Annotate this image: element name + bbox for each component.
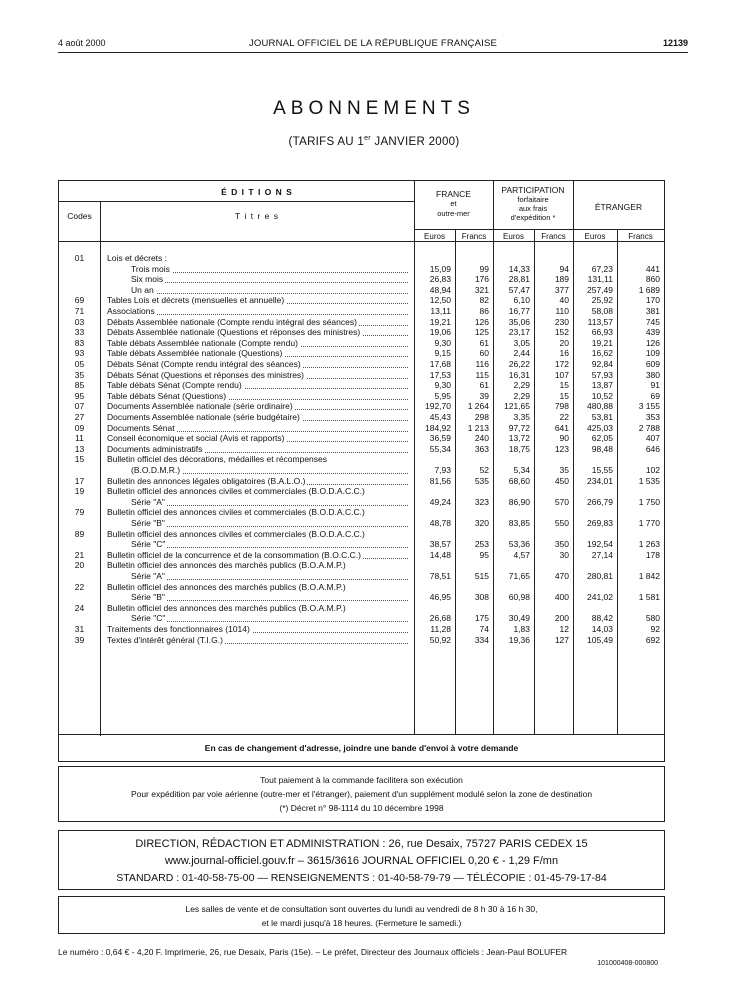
row-value: 57,47 [508,284,530,295]
header-rule [58,52,688,53]
row-value: 334 [474,634,489,645]
row-value: 692 [645,634,660,645]
row-value: 38,57 [429,539,451,550]
row-value: 234,01 [587,475,613,486]
row-value: 60 [479,348,489,359]
row-title: Conseil économique et social (Avis et rapports) [107,433,285,444]
row-value: 192,54 [587,539,613,550]
row-value: 68,60 [508,475,530,486]
row-value: 3 155 [638,401,660,412]
page-title: ABONNEMENTS [273,98,475,119]
row-value: 53,81 [591,412,613,422]
leader-dots [141,526,408,527]
row-value: 320 [474,518,489,528]
row-code: 07 [74,401,85,412]
row-title: Table débats Sénat (Compte rendu) [107,380,242,391]
row-value: 25,92 [591,295,613,306]
row-title: Série "A" [131,496,165,507]
row-value: 61 [479,380,489,391]
row-title: Bulletin des annonces légales obligatoires (B.A.L.O.) [107,475,306,486]
row-title: Bulletin officiel de la concurrence et de la consommation (B.O.C.C.) [107,549,362,560]
row-value: 175 [474,613,489,624]
footer-reference: 101000408-000800 [597,960,658,967]
titles-header: T i t r e s [235,211,279,221]
row-value: 480,88 [587,401,613,412]
row-code: 69 [74,295,85,306]
row-value: 439 [645,327,660,338]
row-title: Bulletin officiel des annonces des marchés publics (B.O.A.M.P.) [107,581,346,592]
row-value: 1 842 [638,571,660,581]
row-value: 1 264 [467,401,489,412]
france-header: et [450,199,457,208]
row-value: 13,72 [508,433,530,444]
row-code: 19 [74,486,85,497]
row-value: 10,52 [591,390,613,401]
row-value: 19,21 [429,316,451,327]
row-value: 49,24 [429,496,451,507]
row-value: 46,95 [429,592,451,603]
leader-dots [141,579,408,580]
row-code: 31 [74,624,85,634]
row-value: 2,44 [513,348,530,359]
row-value: 95 [479,549,489,560]
row-value: 2,29 [513,380,530,391]
row-title: Tables Lois et décrets (mensuelles et annuelle) [107,295,285,306]
row-title: Un an [131,284,154,295]
row-value: 16 [559,348,569,359]
row-code: 17 [74,475,85,486]
row-value: 92,84 [591,359,613,369]
row-title: Bulletin officiel des annonces civiles et commerciales (B.O.D.A.C.C.) [107,528,365,539]
row-value: 40 [559,295,569,306]
row-value: 99 [479,263,489,274]
row-value: 515 [474,571,489,581]
row-value: 26,68 [429,613,451,624]
row-value: 176 [474,274,489,285]
row-value: 321 [474,284,489,295]
row-code: 33 [74,327,85,338]
row-value: 90 [559,433,569,444]
row-value: 86,90 [508,496,530,507]
row-value: 609 [645,359,660,369]
opening-hours-line2: et le mardi jusqu'à 18 heures. (Fermeture le samedi.) [261,918,462,928]
row-value: 35 [559,465,569,475]
row-value: 308 [474,592,489,603]
unit-header: Euros [503,232,524,241]
row-code: 95 [74,390,85,401]
row-code: 35 [74,369,85,380]
page-subtitle: (TARIFS AU 1er JANVIER 2000) [288,135,460,148]
participation-header: d'expédition * [510,213,556,222]
row-title: Série "B" [131,592,165,603]
row-value: 1 213 [467,422,489,433]
row-value: 170 [645,295,660,306]
row-value: 91 [650,380,660,391]
row-value: 36,59 [429,433,451,444]
row-value: 184,92 [425,422,451,433]
row-value: 97,72 [508,422,530,433]
row-code: 85 [74,380,85,391]
row-value: 1 770 [638,518,660,528]
row-title: Débats Sénat (Questions et réponses des ministres) [107,369,305,380]
direction-website: www.journal-officiel.gouv.fr – 3615/3616 JOURNAL OFFICIEL 0,20 € - 1,29 F/mn [164,855,559,867]
row-value: 83,85 [508,518,530,528]
row-value: 280,81 [587,571,613,581]
row-value: 22 [559,412,569,422]
header-journal: JOURNAL OFFICIEL DE LA RÉPUBLIQUE FRANÇAISE [248,38,498,49]
row-value: 66,93 [591,327,613,338]
row-value: 16,77 [508,306,530,316]
row-value: 230 [554,316,569,327]
direction-box [58,830,665,890]
row-value: 240 [474,433,489,444]
row-value: 2 788 [638,422,660,433]
row-value: 241,02 [587,592,613,603]
row-value: 380 [645,369,660,380]
editions-header: É D I T I O N S [221,187,293,197]
row-title: Bulletin officiel des annonces des marchés publics (B.O.A.M.P.) [107,602,346,613]
row-value: 407 [645,433,660,444]
row-value: 69 [650,390,660,401]
row-value: 82 [479,295,489,306]
row-value: 860 [645,274,660,285]
row-value: 14,03 [591,624,613,634]
address-change-notice: En cas de changement d'adresse, joindre une bande d'envoi à votre demande [204,743,519,753]
unit-header: Euros [584,232,606,241]
row-code: 22 [74,581,85,592]
row-value: 5,34 [513,465,530,475]
row-value: 12 [559,624,569,634]
row-value: 13,11 [430,306,451,316]
row-value: 48,78 [429,518,451,528]
france-header: FRANCE [436,189,471,199]
header-page-number: 12139 [662,38,688,48]
row-value: 11,28 [430,624,451,634]
row-value: 50,92 [429,634,451,645]
row-value: 126 [645,337,660,348]
etranger-header: ÉTRANGER [594,202,643,212]
row-value: 60,98 [508,592,530,603]
row-value: 16,31 [508,369,530,380]
row-title: Documents Sénat [107,422,175,433]
header-rule [414,229,664,230]
row-value: 115 [475,369,489,380]
row-value: 550 [554,518,569,528]
row-value: 27,14 [591,549,613,560]
row-value: 353 [645,412,660,422]
row-value: 6,10 [513,295,530,306]
participation-header: forfaitaire [517,195,549,204]
direction-phones: STANDARD : 01-40-58-75-00 — RENSEIGNEMENTS : 01-40-58-79-79 — TÉLÉCOPIE : 01-45-79-17-84 [116,872,607,884]
row-title: Débats Assemblée nationale (Questions et réponses des ministres) [107,327,361,338]
row-value: 16,62 [591,348,613,359]
leader-dots [141,547,408,548]
row-value: 52 [479,465,489,475]
row-value: 189 [554,274,569,285]
row-value: 125 [474,327,489,338]
row-value: 113,57 [587,316,613,327]
unit-header: Euros [424,232,445,241]
row-value: 17,68 [429,359,451,369]
row-code: 03 [74,316,85,327]
row-value: 3,35 [513,412,530,422]
row-title: Bulletin officiel des annonces civiles et commerciales (B.O.D.A.C.C.) [107,507,365,518]
row-value: 200 [554,613,569,624]
row-title: Trois mois [131,263,170,274]
row-title: Série "A" [131,571,165,581]
row-title: Associations [107,306,155,316]
row-value: 3,05 [513,337,530,348]
row-value: 192,70 [425,401,451,412]
row-code: 93 [74,348,85,359]
header-rule [59,201,414,202]
row-code: 71 [74,306,85,316]
leader-dots [141,293,408,294]
row-value: 470 [554,571,569,581]
row-value: 1,83 [513,624,530,634]
row-value: 78,51 [429,571,451,581]
unit-header: Francs [628,232,653,241]
unit-header: Francs [541,232,566,241]
row-value: 9,30 [434,337,451,348]
row-value: 13,87 [591,380,613,391]
participation-header: aux frais [518,204,548,213]
row-title: Traitements des fonctionnaires (1014) [107,624,250,634]
row-value: 7,93 [434,465,451,475]
row-code: 11 [75,433,84,444]
row-value: 425,03 [587,422,613,433]
row-value: 9,30 [434,380,451,391]
row-value: 58,08 [591,306,613,316]
row-value: 257,49 [587,284,613,295]
leader-dots [141,600,408,601]
row-title: Série "B" [131,518,165,528]
row-value: 15,09 [429,263,451,274]
row-title: Documents Assemblée nationale (série ordinaire) [107,401,293,412]
row-value: 172 [554,359,569,369]
row-title: Textes d'intérêt général (T.I.G.) [107,634,223,645]
leader-dots [141,505,408,506]
row-value: 1 581 [638,592,660,603]
opening-hours-box [58,896,665,934]
row-value: 15 [559,380,569,391]
row-value: 131,11 [587,274,613,285]
column-divider [100,201,101,736]
row-value: 646 [645,443,660,454]
row-value: 74 [479,624,489,634]
row-code: 27 [74,412,85,422]
row-value: 1 263 [638,539,660,550]
row-value: 92 [650,624,660,634]
row-value: 55,34 [429,443,451,454]
row-value: 67,23 [591,263,613,274]
row-value: 107 [554,369,569,380]
row-title: Table débats Sénat (Questions) [107,390,227,401]
row-value: 19,21 [591,337,613,348]
row-value: 81,56 [429,475,451,486]
row-value: 9,15 [434,348,451,359]
row-value: 116 [475,359,489,369]
row-value: 121,65 [504,401,530,412]
row-value: 57,93 [591,369,613,380]
row-value: 94 [559,263,569,274]
table-bottom-rule [59,734,664,735]
row-value: 298 [474,412,489,422]
row-value: 641 [554,422,569,433]
row-value: 20 [559,337,569,348]
row-value: 12,50 [429,295,451,306]
info-box [58,766,665,822]
info-payment: Tout paiement à la commande facilitera son exécution [260,775,463,785]
participation-header: PARTICIPATION [501,185,565,195]
row-value: 14,48 [429,549,451,560]
row-value: 19,06 [429,327,451,338]
row-value: 19,36 [508,634,530,645]
row-value: 71,65 [508,571,530,581]
row-code: 83 [74,337,85,348]
row-value: 98,48 [591,443,613,454]
row-value: 35,06 [508,316,530,327]
row-value: 2,29 [513,390,530,401]
row-value: 4,57 [513,549,530,560]
row-code: 01 [74,253,85,263]
row-value: 1 535 [638,475,660,486]
row-value: 745 [645,316,660,327]
row-code: 05 [74,359,85,369]
row-title: (B.O.D.M.R.) [131,465,181,475]
row-code: 89 [74,528,85,539]
info-airmail: Pour expédition par voie aérienne (outre-mer et l'étranger), paiement d'un supplément modulé selon la zone de destination [130,789,593,799]
opening-hours-line1: Les salles de vente et de consultation sont ouvertes du lundi au vendredi de 8 h 30 à 16 h 30, [185,904,538,914]
leader-dots [141,272,408,273]
row-value: 377 [554,284,569,295]
row-value: 62,05 [591,433,613,444]
row-value: 39 [479,390,489,401]
row-value: 535 [474,475,489,486]
row-title: Six mois [131,274,164,285]
row-title: Documents administratifs [107,443,203,454]
row-title: Table débats Assemblée nationale (Questions) [107,348,283,359]
unit-header: Francs [461,232,487,241]
row-value: 178 [645,549,660,560]
footer-imprint: Le numéro : 0,64 € - 4,20 F. Imprimerie, 26, rue Desaix, Paris (15e). – Le préfet, Directeur des Journaux officiels : Jean-Paul BOLUFER [58,947,568,957]
page-header [58,38,688,52]
row-title: Série "C" [131,613,166,624]
row-value: 26,83 [429,274,451,285]
row-value: 266,79 [587,496,613,507]
row-value: 53,36 [508,539,530,550]
row-value: 15 [559,390,569,401]
row-title: Table débats Assemblée nationale (Compte rendu) [107,337,298,348]
row-value: 400 [554,592,569,603]
row-code: 24 [74,602,85,613]
row-value: 110 [555,306,569,316]
row-value: 570 [554,496,569,507]
row-title: Série "C" [131,539,166,550]
row-title: Bulletin officiel des annonces civiles et commerciales (B.O.D.A.C.C.) [107,486,365,497]
row-value: 450 [554,475,569,486]
row-code: 20 [74,560,85,571]
row-value: 88,42 [591,613,613,624]
row-value: 28,81 [508,274,530,285]
row-value: 127 [554,634,569,645]
row-code: 79 [74,507,85,518]
row-value: 152 [554,327,569,338]
subscription-table [58,180,665,762]
row-value: 26,22 [508,359,530,369]
header-date: 4 août 2000 [58,38,106,48]
row-value: 441 [645,263,660,274]
row-value: 45,43 [429,412,451,422]
row-value: 1 750 [638,496,660,507]
row-value: 798 [554,401,569,412]
leader-dots [141,621,408,622]
row-value: 48,94 [429,284,451,295]
row-value: 61 [479,337,489,348]
row-title: Documents Assemblée nationale (série budgétaire) [107,412,300,422]
row-code: 13 [74,443,85,454]
row-title: Débats Sénat (Compte rendu intégral des séances) [107,359,301,369]
row-value: 17,53 [429,369,451,380]
row-title: Bulletin officiel des annonces des marchés publics (B.O.A.M.P.) [107,560,346,571]
info-decree: (*) Décret n° 98-1114 du 10 décembre 1998 [279,803,444,813]
row-value: 269,83 [587,518,613,528]
row-value: 18,75 [508,443,530,454]
france-header: outre-mer [437,209,470,218]
row-code: 09 [74,422,85,433]
row-value: 126 [474,316,489,327]
row-value: 105,49 [587,634,613,645]
row-value: 15,55 [591,465,613,475]
codes-header: Codes [67,211,92,221]
row-value: 30,49 [508,613,530,624]
row-value: 23,17 [508,327,530,338]
row-value: 14,33 [508,263,530,274]
row-code: 15 [74,454,85,465]
row-value: 580 [645,613,660,624]
row-title: Bulletin officiel des décorations, médailles et récompenses [107,454,328,465]
row-value: 86 [479,306,489,316]
row-value: 363 [474,443,489,454]
leader-dots [117,314,408,315]
row-code: 21 [74,549,85,560]
direction-address: DIRECTION, RÉDACTION ET ADMINISTRATION : 26, rue Desaix, 75727 PARIS CEDEX 15 [135,838,588,850]
row-value: 102 [645,465,660,475]
row-value: 381 [645,306,660,316]
row-value: 109 [645,348,660,359]
row-value: 1 689 [638,284,660,295]
row-title: Lois et décrets : [107,253,168,263]
row-value: 323 [474,496,489,507]
row-value: 253 [474,539,489,550]
row-value: 5,95 [434,390,451,401]
row-value: 123 [554,443,569,454]
row-value: 30 [559,549,569,560]
row-value: 350 [554,539,569,550]
leader-dots [141,282,408,283]
row-title: Débats Assemblée nationale (Compte rendu intégral des séances) [107,316,357,327]
row-code: 39 [74,634,85,645]
